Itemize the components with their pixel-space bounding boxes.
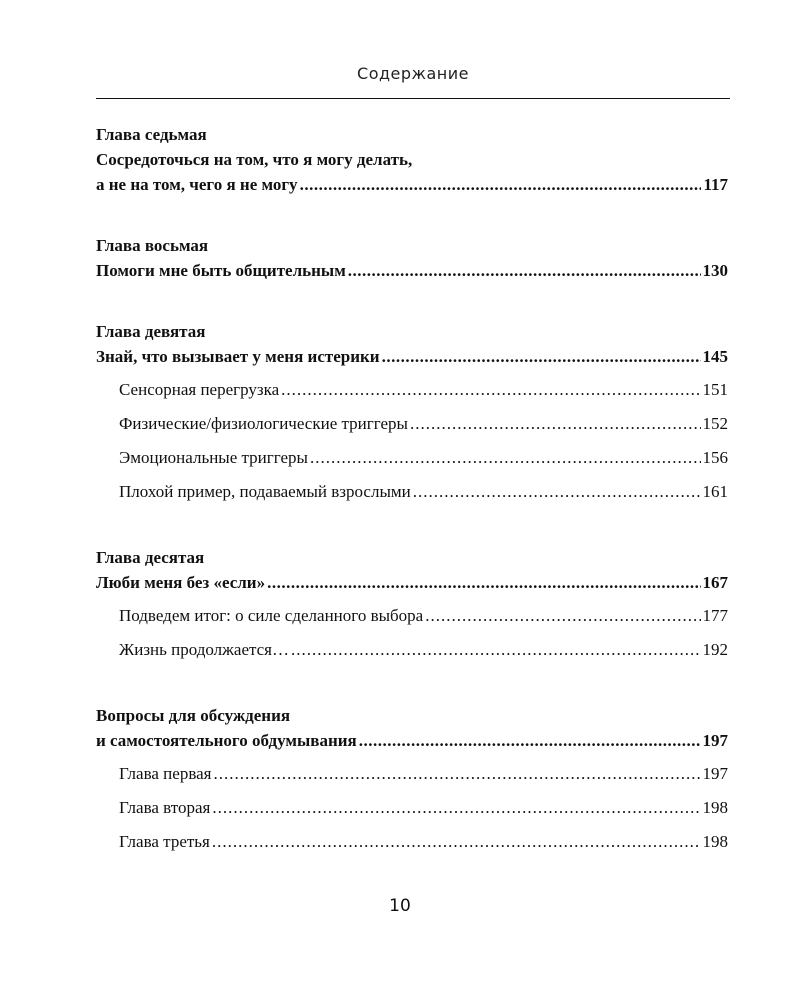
header-rule xyxy=(96,98,730,99)
chapter-title: Знай, что вызывает у меня истерики xyxy=(96,347,380,366)
subentry-label: Плохой пример, подаваемый взрослыми xyxy=(119,482,411,501)
dot-leader xyxy=(300,172,702,197)
page-number: 192 xyxy=(702,640,728,659)
running-header: Содержание xyxy=(357,64,469,83)
page-number: 130 xyxy=(702,261,728,280)
section-title-line: Вопросы для обсуждения xyxy=(96,706,291,725)
dot-leader xyxy=(212,825,701,859)
toc-entry[interactable] xyxy=(96,172,728,197)
page-number: 198 xyxy=(702,798,728,817)
toc-entry[interactable] xyxy=(96,728,728,753)
dot-leader xyxy=(212,791,700,825)
toc-subentry[interactable] xyxy=(96,599,728,633)
dot-leader xyxy=(382,344,701,369)
subentry-label: Подведем итог: о силе сделанного выбора xyxy=(119,606,424,625)
section-title: и самостоятельного обдумывания xyxy=(96,731,357,750)
page-number: 117 xyxy=(703,175,728,194)
chapter-heading: Глава седьмая xyxy=(96,125,207,144)
toc-subentry[interactable] xyxy=(96,757,728,791)
chapter-heading: Глава восьмая xyxy=(96,236,209,255)
subentry-label: Эмоциональные триггеры xyxy=(119,448,308,467)
page-number: 151 xyxy=(702,380,728,399)
chapter-title: Люби меня без «если» xyxy=(96,573,266,592)
chapter-title: а не на том, чего я не могу xyxy=(96,175,298,194)
dot-leader xyxy=(410,407,701,441)
toc-subentry[interactable] xyxy=(96,633,728,667)
page-number: 198 xyxy=(702,832,728,851)
toc-subentry[interactable] xyxy=(96,825,728,859)
toc-chapter-10 xyxy=(96,545,728,667)
page-number: 156 xyxy=(702,448,728,467)
page-number: 197 xyxy=(702,731,728,750)
toc-entry[interactable] xyxy=(96,344,728,369)
toc-subentry[interactable] xyxy=(96,441,728,475)
dot-leader xyxy=(425,599,700,633)
chapter-heading: Глава десятая xyxy=(96,548,205,567)
page-number: 152 xyxy=(702,414,728,433)
dot-leader xyxy=(359,728,701,753)
toc-subentry[interactable] xyxy=(96,475,728,509)
toc-discussion-questions xyxy=(96,703,728,859)
subentry-label: Глава вторая xyxy=(119,798,211,817)
toc-subentry[interactable] xyxy=(96,791,728,825)
page-number: 177 xyxy=(702,606,728,625)
chapter-title: Помоги мне быть общительным xyxy=(96,261,346,280)
dot-leader xyxy=(267,570,700,595)
subentry-label: Сенсорная перегрузка xyxy=(119,380,280,399)
subentry-label: Глава третья xyxy=(119,832,210,851)
toc-subentry[interactable] xyxy=(96,407,728,441)
chapter-heading: Глава девятая xyxy=(96,322,206,341)
subentry-label: Физические/физиологические триггеры xyxy=(119,414,408,433)
page-number: 161 xyxy=(702,482,728,501)
table-of-contents xyxy=(96,122,728,895)
page-number: 197 xyxy=(702,764,728,783)
toc-chapter-9 xyxy=(96,319,728,509)
toc-entry[interactable] xyxy=(96,258,728,283)
dot-leader xyxy=(413,475,701,509)
subentry-label: Жизнь продолжается… xyxy=(119,640,289,659)
page-folio: 10 xyxy=(389,896,411,916)
chapter-title-line: Сосредоточься на том, что я могу делать, xyxy=(96,150,413,169)
page-number: 167 xyxy=(702,573,728,592)
dot-leader xyxy=(348,258,701,283)
subentry-label: Глава первая xyxy=(119,764,212,783)
toc-chapter-7 xyxy=(96,122,728,197)
dot-leader xyxy=(291,633,701,667)
toc-chapter-8 xyxy=(96,233,728,283)
dot-leader xyxy=(281,373,700,407)
dot-leader xyxy=(310,441,701,475)
dot-leader xyxy=(214,757,701,791)
page-number: 145 xyxy=(702,347,728,366)
toc-subentry[interactable] xyxy=(96,373,728,407)
toc-entry[interactable] xyxy=(96,570,728,595)
